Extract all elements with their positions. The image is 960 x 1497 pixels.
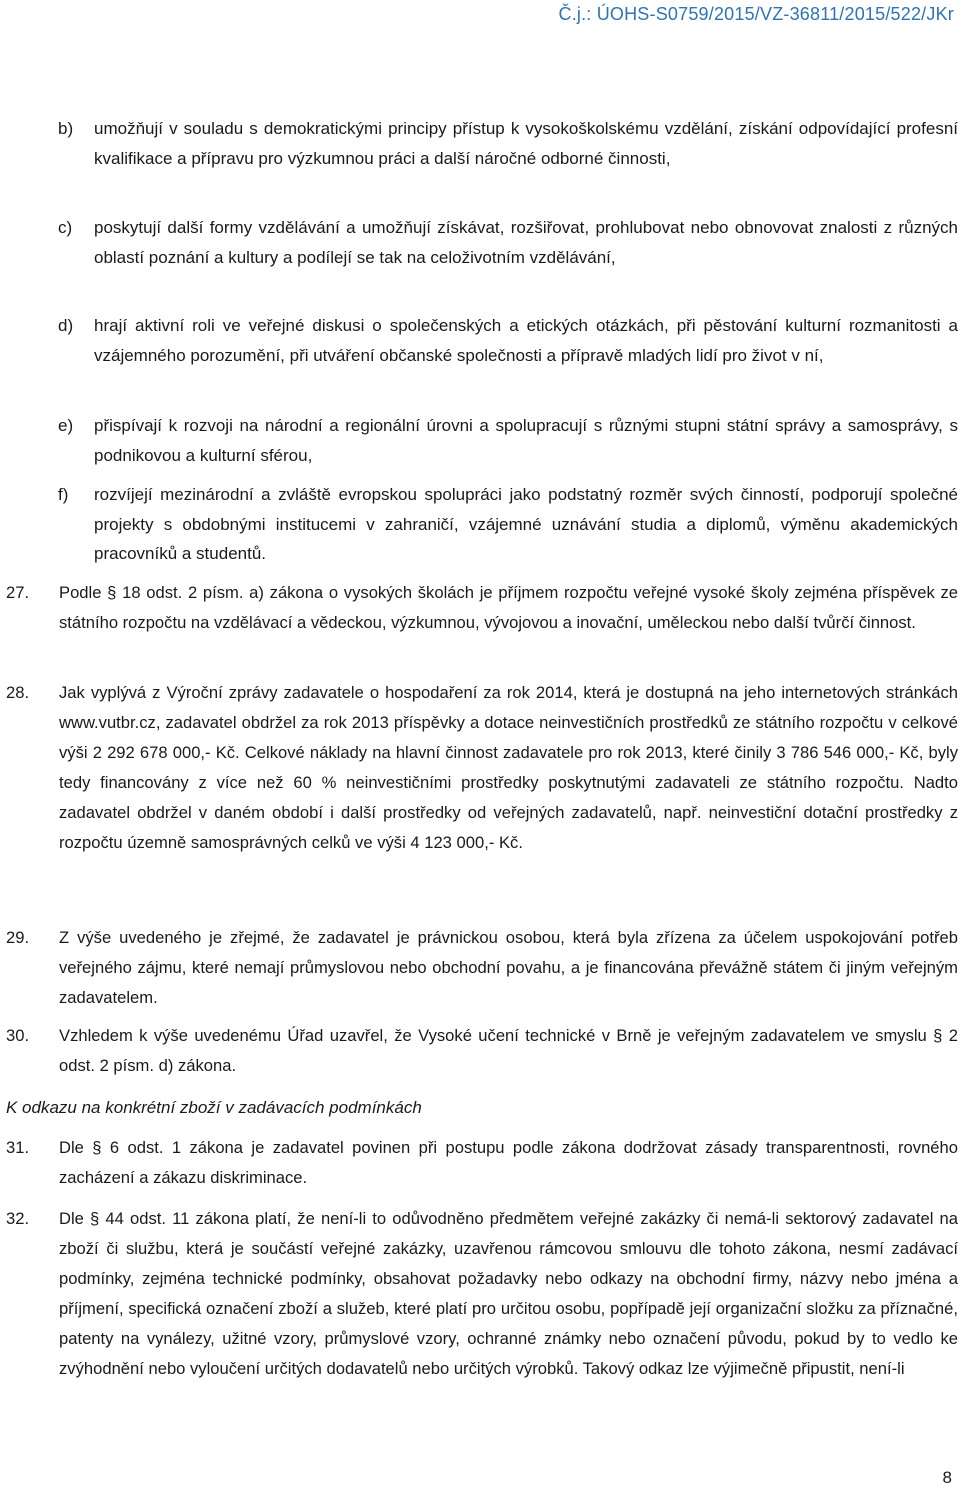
paragraph-number: 32. [6,1209,30,1228]
item-label: c) [58,218,73,237]
paragraph-text: Z výše uvedeného je zřejmé, že zadavatel je právnickou osobou, která byla zřízena za účelem uspokojování potřeb veřejného zájmu, které nemají průmyslovou nebo obchodní povahu, a je financována převážně státem či jiným veřejným zadavatelem. [59,928,958,1007]
numbered-paragraph [6,578,958,638]
section-heading: K odkazu na konkrétní zboží v zadávacích podmínkách [6,1098,422,1117]
paragraph-number: 31. [6,1138,30,1157]
item-label: d) [58,316,74,335]
paragraph-number: 27. [6,583,30,602]
paragraph-text: Dle § 6 odst. 1 zákona je zadavatel povinen při postupu podle zákona dodržovat zásady transparentnosti, rovného zacházení a zákazu diskriminace. [59,1138,958,1187]
numbered-paragraph [6,678,958,858]
paragraph-text: Vzhledem k výše uvedenému Úřad uzavřel, že Vysoké učení technické v Brně je veřejným zadavatelem ve smyslu § 2 odst. 2 písm. d) zákona. [59,1026,958,1075]
item-text: umožňují v souladu s demokratickými principy přístup k vysokoškolskému vzdělání, získání odpovídající profesní kvalifikace a přípravu pro výzkumnou práci a další náročné odborné činnosti, [94,119,958,168]
paragraph-number: 29. [6,928,30,947]
item-text: přispívají k rozvoji na národní a regionální úrovni a spolupracují s různými stupni státní správy a samosprávy, s podnikovou a kulturní sférou, [94,416,958,465]
list-item [58,114,958,173]
numbered-paragraph [6,1021,958,1081]
item-label: e) [58,416,74,435]
paragraph-text: Jak vyplývá z Výroční zprávy zadavatele o hospodaření za rok 2014, která je dostupná na jeho internetových stránkách www.vutbr.cz, zadavatel obdržel za rok 2013 příspěvky a dotace neinvestičních prostředků ze státního rozpočtu v celkové výši 2 292 678 000,- Kč. Celkové náklady na hlavní činnost zadavatele pro rok 2013, které činily 3 786 546 000,- Kč, byly tedy financovány z více než 60 % neinvestičními prostředky poskytnutými zadavateli ze státního rozpočtu. Nadto zadavatel obdržel v daném období i další prostředky od veřejných zadavatelů, např. neinvestiční dotační prostředky z rozpočtu územně samosprávných celků ve výši 4 123 000,- Kč. [59,683,958,852]
item-text: poskytují další formy vzdělávání a umožňují získávat, rozšiřovat, prohlubovat nebo obnovovat znalosti z různých oblastí poznání a kultury a podílejí se tak na celoživotním vzdělávání, [94,218,958,267]
item-label: b) [58,119,74,138]
numbered-paragraph [6,1133,958,1193]
paragraph-text: Podle § 18 odst. 2 písm. a) zákona o vysokých školách je příjmem rozpočtu veřejné vysoké školy zejména příspěvek ze státního rozpočtu na vzdělávací a vědeckou, výzkumnou, vývojovou a inovační, uměleckou nebo další tvůrčí činnost. [59,583,958,632]
item-label: f) [58,485,69,504]
paragraph-text: Dle § 44 odst. 11 zákona platí, že není-li to odůvodněno předmětem veřejné zakázky či nemá-li sektorový zadavatel na zboží či službu, která je součástí veřejné zakázky, uzavřenou rámcovou smlouvu dle tohoto zákona, nesmí zadávací podmínky, zejména technické podmínky, obsahovat požadavky nebo odkazy na obchodní firmy, názvy nebo jména a příjmení, specifická označení zboží a služeb, které platí pro určitou osobu, popřípadě její organizační složku za příznačné, patenty na vynálezy, užitné vzory, průmyslové vzory, ochranné známky nebo označení původu, pokud by to vedlo ke zvýhodnění nebo vyloučení určitých dodavatelů nebo určitých výrobků. Takový odkaz lze výjimečně připustit, není-li [59,1209,958,1378]
item-text: rozvíjejí mezinárodní a zvláště evropskou spolupráci jako podstatný rozměr svých činností, podporují společné projekty s obdobnými institucemi v zahraničí, vzájemné uznávání studia a diplomů, výměnu akademických pracovníků a studentů. [94,485,958,564]
list-item [58,411,958,470]
item-text: hrají aktivní roli ve veřejné diskusi o společenských a etických otázkách, při pěstování kulturní rozmanitosti a vzájemného porozumění, při utváření občanské společnosti a přípravě mladých lidí pro život v ní, [94,316,958,365]
document-reference: Č.j.: ÚOHS-S0759/2015/VZ-36811/2015/522/JKr [558,4,954,24]
paragraph-number: 30. [6,1026,30,1045]
list-item [58,480,958,569]
list-item [58,311,958,370]
list-item [58,213,958,272]
paragraph-number: 28. [6,683,30,702]
numbered-paragraph [6,923,958,1013]
numbered-paragraph [6,1204,958,1384]
page-number: 8 [942,1468,952,1487]
